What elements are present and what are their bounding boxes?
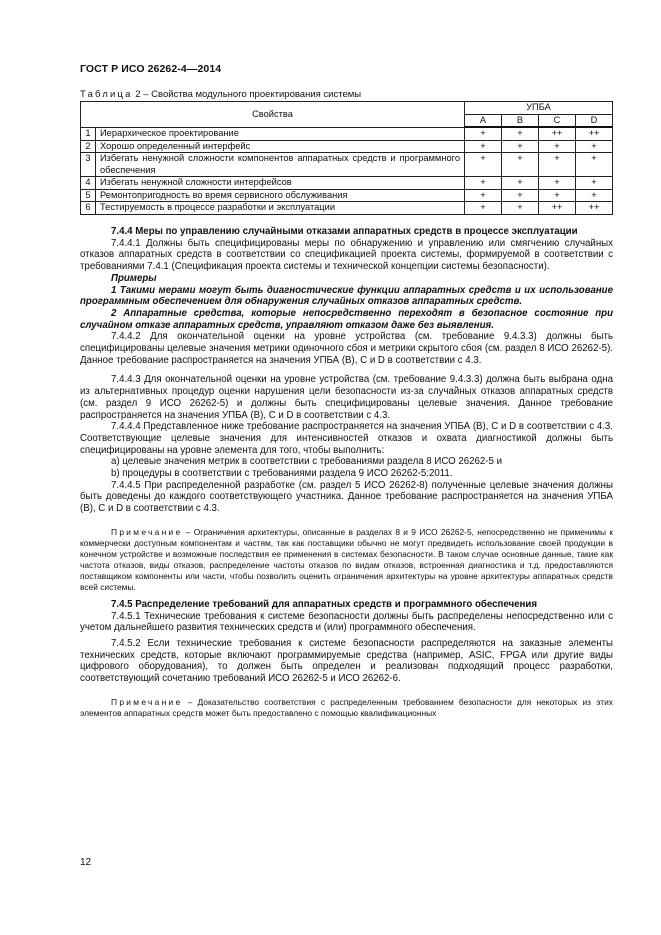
section-heading-7-4-4: 7.4.4 Меры по управлению случайными отказами аппаратных средств в процессе эксплуатации bbox=[111, 226, 578, 237]
row-value-a: + bbox=[465, 177, 502, 190]
row-value-b: + bbox=[502, 127, 539, 140]
row-value-c: + bbox=[539, 189, 576, 202]
document-header: ГОСТ Р ИСО 26262-4—2014 bbox=[80, 63, 222, 75]
paragraph-7-4-4-3: 7.4.4.3 Для окончательной оценки на уровне устройства (см. требование 9.4.3.3) должна быть выбрана одна из альтернативных процедур оценки нарушения цели безопасности из-за случайных отказов аппаратных средств (см. раздел 9 ИСО 26262-5) и должны быть специфицированы целевые значения. Данное требование распространяется на значения УПБА (B), C и D в соответствии с 4.3. bbox=[80, 374, 613, 421]
row-property: Ремонтопригодность во время сервисного обслуживания bbox=[96, 189, 465, 202]
table-row bbox=[81, 140, 613, 153]
row-value-b: + bbox=[502, 140, 539, 153]
row-number: 5 bbox=[81, 189, 96, 202]
header-asil: УПБА bbox=[465, 102, 613, 115]
row-value-a: + bbox=[465, 202, 502, 215]
row-value-b: + bbox=[502, 177, 539, 190]
row-property: Иерархическое проектирование bbox=[96, 127, 465, 140]
row-number: 4 bbox=[81, 177, 96, 190]
properties-table bbox=[80, 101, 613, 215]
row-value-a: + bbox=[465, 127, 502, 140]
note-1-text: – Ограничения архитектуры, описанные в разделах 8 и 9 ИСО 26262-5, непосредственно не применимы к коммерчески доступным компонентам и частям, так как поставщики обычно не могут предвидеть использование своей продукции в конечном устройстве и возможные последствия ее применения в системах безопасности. В таком случае основные данные, такие как частота отказов, виды отказов, распределение частоты отказов по видам отказов, встроенная диагностика и т.д. предоставляются поставщиком компоненты или части, чтобы позволить оценить ограничения архитектуры на уровне архитектуры аппаратных средств всей системы. bbox=[80, 526, 613, 592]
note-label: Примечание bbox=[111, 526, 183, 537]
page-number: 12 bbox=[80, 857, 92, 868]
note-label: Примечание bbox=[111, 696, 183, 707]
table-row bbox=[81, 189, 613, 202]
section-heading-7-4-5: 7.4.5 Распределение требований для аппаратных средств и программного обеспечения bbox=[111, 598, 538, 610]
row-value-b: + bbox=[502, 189, 539, 202]
row-number: 6 bbox=[81, 202, 96, 215]
table-row bbox=[81, 153, 613, 177]
row-property: Избегать ненужной сложности интерфейсов bbox=[96, 177, 465, 190]
row-value-c: + bbox=[539, 153, 576, 177]
table-caption-word: Таблица bbox=[80, 89, 133, 100]
row-value-b: + bbox=[502, 202, 539, 215]
row-value-c: + bbox=[539, 177, 576, 190]
row-number: 3 bbox=[81, 153, 96, 177]
row-value-d: + bbox=[576, 140, 613, 153]
header-properties: Свойства bbox=[81, 102, 465, 128]
document-body bbox=[80, 226, 613, 719]
asil-level-d: D bbox=[576, 114, 613, 127]
row-value-c: ++ bbox=[539, 127, 576, 140]
row-number: 1 bbox=[81, 127, 96, 140]
note-1 bbox=[80, 527, 613, 593]
row-value-c: ++ bbox=[539, 202, 576, 215]
paragraph-7-4-5-2: 7.4.5.2 Если технические требования к системе безопасности распределяются на заказные элементы технических средств, которые включают программируемые средства (например, ASIC, FPGA или другие виды цифрового оборудования), то должен быть определен и реализован подходящий процесс разработки, соответствующий сочетанию требований ИСО 26262-5 и ИСО 26262-6. bbox=[80, 637, 613, 685]
row-value-c: + bbox=[539, 140, 576, 153]
row-number: 2 bbox=[81, 140, 96, 153]
example-1: 1 Такими мерами могут быть диагностические функции аппаратных средств и их использование программным обеспечением для обнаружения случайных отказов аппаратных средств. bbox=[80, 284, 613, 308]
table-row bbox=[81, 202, 613, 215]
row-value-a: + bbox=[465, 189, 502, 202]
table-caption-text: 2 – Свойства модульного проектирования системы bbox=[132, 89, 362, 100]
paragraph-7-4-4-2: 7.4.4.2 Для окончательной оценки на уровне устройства (см. требование 9.4.3.3) должны быть специфицированы целевые значения метрики одиночного сбоя и метрики скрытого сбоя (см. раздел 8 ИСО 26262-5). Данное требование распространяется на значения УПБА (B), C и D в соответствии с 4.3. bbox=[80, 331, 613, 366]
row-value-d: ++ bbox=[576, 127, 613, 140]
list-item-a: a) целевые значения метрик в соответствии с требованиями раздела 8 ИСО 26262-5 и bbox=[111, 456, 503, 468]
row-value-d: + bbox=[576, 153, 613, 177]
asil-level-a: A bbox=[465, 114, 502, 127]
row-value-b: + bbox=[502, 153, 539, 177]
paragraph-7-4-4-5: 7.4.4.5 При распределенной разработке (см. раздел 5 ИСО 26262-8) полученные целевые значения должны быть доведены до каждого соответствующего участника. Данное требование распространяется на значения УПБА (B), C и D в соответствии с 4.3. bbox=[80, 479, 613, 515]
row-value-d: ++ bbox=[576, 202, 613, 215]
row-value-d: + bbox=[576, 177, 613, 190]
examples-label: Примеры bbox=[111, 272, 157, 284]
table-caption bbox=[80, 89, 361, 100]
note-2 bbox=[80, 697, 613, 719]
row-property: Избегать ненужной сложности компонентов аппаратных средств и программного обеспечения bbox=[96, 153, 465, 177]
row-value-a: + bbox=[465, 153, 502, 177]
table-row bbox=[81, 177, 613, 190]
row-property: Тестируемость в процессе разработки и эксплуатации bbox=[96, 202, 465, 215]
example-2: 2 Аппаратные средства, которые непосредственно переходят в безопасное состояние при случайном отказе аппаратных средств, управляют отказом даже без выявления. bbox=[80, 307, 613, 331]
asil-level-c: C bbox=[539, 114, 576, 127]
note-2-text: – Доказательство соответствия с распределенным требованием безопасности для некоторых из этих элементов аппаратных средств может быть предоставлено с помощью квалификационных bbox=[80, 696, 613, 718]
paragraph-7-4-4-1: 7.4.4.1 Должны быть специфицированы меры по обнаружению и управлению или смягчению случайных отказов аппаратных средств в соответствии со спецификацией проекта системы, формируемой в соответствии с требованиями 7.4.1 (Спецификация проекта системы и технической концепции системы безопасности). bbox=[80, 237, 613, 273]
row-property: Хорошо определенный интерфейс bbox=[96, 140, 465, 153]
row-value-a: + bbox=[465, 140, 502, 153]
table-row bbox=[81, 127, 613, 140]
list-item-b: b) процедуры в соответствии с требованиями раздела 9 ИСО 26262-5:2011. bbox=[111, 468, 453, 480]
paragraph-7-4-4-4: 7.4.4.4 Представленное ниже требование распространяется на значения УПБА (B), C и D в соответствии с 4.3. Соответствующие целевые значения для интенсивностей отказов и охвата диагностикой должны быть специфицированы на уровне элемента для того, чтобы выполнить: bbox=[80, 421, 613, 456]
row-value-d: + bbox=[576, 189, 613, 202]
asil-level-b: B bbox=[502, 114, 539, 127]
paragraph-7-4-5-1: 7.4.5.1 Технические требования к системе безопасности должны быть распределены непосредственно или с учетом дальнейшего развития технических средств и (или) программного обеспечения. bbox=[80, 610, 613, 634]
